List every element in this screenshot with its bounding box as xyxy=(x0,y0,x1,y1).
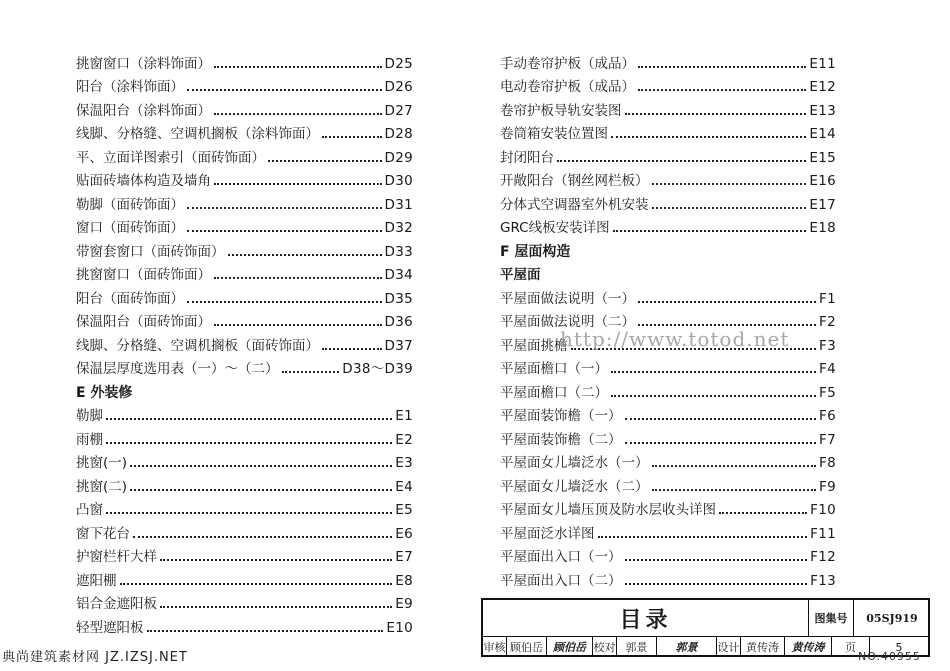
toc-entry xyxy=(76,189,413,213)
dot-leader xyxy=(106,442,392,444)
dot-leader xyxy=(268,160,382,162)
dot-leader xyxy=(613,230,807,232)
toc-entry xyxy=(76,119,413,143)
toc-entry-page: F5 xyxy=(819,384,836,401)
toc-entry-title: 平屋面装饰檐（二） xyxy=(500,431,622,448)
atlas-number: 05SJ919 xyxy=(866,611,918,625)
dot-leader xyxy=(625,583,808,585)
check-label: 校对 xyxy=(593,637,617,657)
toc-entry-page: F10 xyxy=(810,502,836,518)
checker-signature: 郭景 xyxy=(657,637,717,657)
dot-leader xyxy=(214,183,382,185)
toc-entry-page: E9 xyxy=(395,596,413,612)
dot-leader xyxy=(652,465,817,467)
checker-name: 郭景 xyxy=(617,637,657,657)
toc-entry-title: 勒脚（面砖饰面） xyxy=(76,196,184,213)
dot-leader xyxy=(130,489,392,491)
toc-entry xyxy=(500,448,836,472)
toc-entry-title: 遮阳棚 xyxy=(76,572,117,589)
dot-leader xyxy=(625,113,807,115)
toc-entry-title: 雨棚 xyxy=(76,431,103,448)
dot-leader xyxy=(147,630,384,632)
drawing-title: 目录 xyxy=(619,607,672,633)
toc-entry xyxy=(76,354,413,378)
toc-entry-page: E2 xyxy=(395,431,413,448)
toc-entry xyxy=(500,119,836,143)
dot-leader xyxy=(187,89,382,91)
title-block xyxy=(481,598,930,657)
toc-entry-title: F 屋面构造 xyxy=(500,243,571,260)
toc-entry xyxy=(76,612,413,636)
toc-entry-page: F11 xyxy=(810,525,836,542)
toc-entry xyxy=(76,401,413,425)
toc-entry-page: E7 xyxy=(395,549,413,565)
dot-leader xyxy=(638,324,816,326)
toc-entry-title: 铝合金遮阳板 xyxy=(76,596,157,612)
dot-leader xyxy=(282,371,340,373)
section-heading xyxy=(76,377,413,401)
toc-entry-title: 电动卷帘护板（成品） xyxy=(500,79,635,95)
dot-leader xyxy=(652,489,817,491)
toc-entry xyxy=(500,95,836,119)
toc-entry-page: F6 xyxy=(819,408,836,424)
atlas-number-label: 图集号 xyxy=(814,612,848,625)
toc-entry-page: F13 xyxy=(810,572,836,589)
designer-name: 黄传涛 xyxy=(741,637,785,657)
toc-entry-title: 保温阳台（面砖饰面） xyxy=(76,314,211,330)
toc-entry-page: F2 xyxy=(819,314,836,330)
toc-entry xyxy=(76,283,413,307)
toc-entry-page: D38～D39 xyxy=(342,361,413,377)
toc-entry xyxy=(76,565,413,589)
toc-entry xyxy=(500,142,836,166)
toc-entry-title: 平屋面檐口（二） xyxy=(500,384,608,401)
dot-leader xyxy=(625,418,817,420)
toc-entry-title: 凸窗 xyxy=(76,502,103,518)
toc-entry-title: 挑窗(二) xyxy=(76,478,128,495)
toc-entry-page: F7 xyxy=(819,431,836,448)
dot-leader xyxy=(130,465,392,467)
toc-entry-title: 开敞阳台（钢丝网栏板） xyxy=(500,173,649,189)
toc-entry-title: 平屋面出入口（二） xyxy=(500,572,622,589)
dot-leader xyxy=(557,160,806,162)
toc-entry xyxy=(76,471,413,495)
toc-entry xyxy=(76,142,413,166)
dot-leader xyxy=(638,89,806,91)
toc-entry-title: 阳台（涂料饰面） xyxy=(76,79,184,95)
toc-entry-title: 卷帘护板导轨安装图 xyxy=(500,102,622,119)
toc-entry-title: 贴面砖墙体构造及墙角 xyxy=(76,173,211,189)
toc-entry-page: E6 xyxy=(395,525,413,542)
dot-leader xyxy=(611,395,816,397)
toc-entry-page: E15 xyxy=(809,149,836,166)
page-number: 5 xyxy=(895,640,903,654)
dot-leader xyxy=(214,324,382,326)
dot-leader xyxy=(160,606,392,608)
toc-entry-title: 手动卷帘护板（成品） xyxy=(500,55,635,72)
toc-entry-title: 平屋面出入口（一） xyxy=(500,549,622,565)
toc-entry-page: E4 xyxy=(395,478,413,495)
toc-entry xyxy=(76,330,413,354)
toc-entry-page: E5 xyxy=(395,502,413,518)
dot-leader xyxy=(625,559,808,561)
dot-leader xyxy=(652,207,807,209)
dot-leader xyxy=(652,183,807,185)
toc-entry xyxy=(76,95,413,119)
dot-leader xyxy=(106,418,392,420)
dot-leader xyxy=(187,207,382,209)
toc-entry-page: F3 xyxy=(819,337,836,354)
dot-leader xyxy=(214,66,382,68)
toc-entry-title: 保温层厚度选用表（一）～（二） xyxy=(76,361,279,377)
toc-entry-page: D29 xyxy=(384,149,413,166)
toc-entry-page: E11 xyxy=(809,55,836,72)
toc-entry-page: E3 xyxy=(395,455,413,471)
toc-entry-page: D25 xyxy=(384,55,413,72)
toc-entry-title: 窗下花台 xyxy=(76,525,130,542)
toc-entry xyxy=(76,260,413,284)
toc-entry-title: 封闭阳台 xyxy=(500,149,554,166)
toc-entry-page: D37 xyxy=(384,337,413,354)
subsection-heading xyxy=(500,260,836,284)
toc-entry-title: 挑窗窗口（面砖饰面） xyxy=(76,267,211,283)
toc-entry-title: 线脚、分格缝、空调机搁板（涂料饰面） xyxy=(76,126,319,142)
toc-entry xyxy=(500,495,836,519)
toc-entry xyxy=(500,354,836,378)
toc-entry-page: D30 xyxy=(384,173,413,189)
toc-entry-page: D34 xyxy=(384,267,413,283)
toc-entry-title: 轻型遮阳板 xyxy=(76,619,144,636)
footer-serial: NO.40955 xyxy=(858,650,921,663)
toc-entry-title: 平屋面女儿墙泛水（一） xyxy=(500,455,649,471)
toc-entry xyxy=(500,401,836,425)
toc-entry-page: F12 xyxy=(810,549,836,565)
dot-leader xyxy=(214,277,382,279)
toc-entry-title: 挑窗窗口（涂料饰面） xyxy=(76,55,211,72)
dot-leader xyxy=(214,113,382,115)
toc-entry-page: F8 xyxy=(819,455,836,471)
toc-entry-title: 窗口（面砖饰面） xyxy=(76,220,184,236)
toc-left-column xyxy=(76,48,413,636)
toc-right-column xyxy=(500,48,836,589)
dot-leader xyxy=(638,66,806,68)
dot-leader xyxy=(322,136,382,138)
page-label: 页 xyxy=(832,637,870,657)
toc-entry-page: E16 xyxy=(809,173,836,189)
toc-entry xyxy=(500,471,836,495)
toc-entry-page: D36 xyxy=(384,314,413,330)
toc-entry-title: 护窗栏杆大样 xyxy=(76,549,157,565)
toc-entry-title: 分体式空调器室外机安装 xyxy=(500,196,649,213)
toc-entry xyxy=(76,542,413,566)
dot-leader xyxy=(120,583,393,585)
toc-entry-page: D31 xyxy=(384,196,413,213)
toc-entry-page: F9 xyxy=(819,478,836,495)
toc-entry-title: 平、立面详图索引（面砖饰面） xyxy=(76,149,265,166)
toc-entry-title: 挑窗(一) xyxy=(76,455,128,471)
toc-entry-title: GRC线板安装详图 xyxy=(500,220,610,236)
toc-entry xyxy=(76,213,413,237)
toc-entry xyxy=(500,166,836,190)
toc-entry-page: F1 xyxy=(819,290,836,307)
toc-entry-page: D33 xyxy=(384,243,413,260)
toc-entry xyxy=(500,377,836,401)
dot-leader xyxy=(322,348,382,350)
toc-entry xyxy=(500,48,836,72)
toc-entry-title: 线脚、分格缝、空调机搁板（面砖饰面） xyxy=(76,337,319,354)
toc-entry xyxy=(500,518,836,542)
toc-entry-page: D35 xyxy=(384,290,413,307)
toc-entry xyxy=(500,283,836,307)
toc-entry-page: E14 xyxy=(809,126,836,142)
dot-leader xyxy=(187,301,382,303)
footer-site-mark: 典尚建筑素材网 JZ.IZSJ.NET xyxy=(2,650,188,665)
toc-entry xyxy=(76,236,413,260)
design-label: 设计 xyxy=(717,637,741,657)
toc-entry xyxy=(500,213,836,237)
toc-entry xyxy=(76,72,413,96)
watermark: http://www.totod.net xyxy=(560,327,790,351)
toc-entry xyxy=(76,448,413,472)
toc-entry-title: 保温阳台（涂料饰面） xyxy=(76,102,211,119)
toc-entry-title: 平屋面女儿墙泛水（二） xyxy=(500,478,649,495)
dot-leader xyxy=(187,230,382,232)
toc-entry-title: 带窗套窗口（面砖饰面） xyxy=(76,243,225,260)
toc-entry xyxy=(76,307,413,331)
toc-entry xyxy=(500,424,836,448)
toc-entry-title: E 外装修 xyxy=(76,384,133,401)
dot-leader xyxy=(625,442,817,444)
designer-signature: 黄传涛 xyxy=(785,637,832,657)
toc-entry-title: 平屋面做法说明（一） xyxy=(500,290,635,307)
toc-entry xyxy=(500,565,836,589)
toc-entry-page: E13 xyxy=(809,102,836,119)
dot-leader xyxy=(638,301,816,303)
dot-leader xyxy=(106,512,392,514)
toc-entry xyxy=(500,542,836,566)
toc-entry xyxy=(76,518,413,542)
reviewer-signature: 顾伯岳 xyxy=(547,637,593,657)
toc-entry xyxy=(76,48,413,72)
toc-entry-title: 平屋面 xyxy=(500,267,541,283)
toc-entry-page: F4 xyxy=(819,361,836,377)
toc-entry-page: D28 xyxy=(384,126,413,142)
toc-entry xyxy=(76,589,413,613)
dot-leader xyxy=(611,136,806,138)
toc-entry-title: 平屋面泛水详图 xyxy=(500,525,595,542)
toc-entry-title: 平屋面女儿墙压顶及防水层收头详图 xyxy=(500,502,716,518)
toc-entry-page: D27 xyxy=(384,102,413,119)
toc-entry-page: E18 xyxy=(809,220,836,236)
toc-entry xyxy=(76,424,413,448)
toc-entry-title: 勒脚 xyxy=(76,408,103,424)
section-heading xyxy=(500,236,836,260)
toc-entry-page: E10 xyxy=(386,619,413,636)
toc-entry-title: 平屋面装饰檐（一） xyxy=(500,408,622,424)
toc-entry-page: E12 xyxy=(809,79,836,95)
dot-leader xyxy=(228,254,382,256)
dot-leader xyxy=(160,559,392,561)
toc-entry-title: 平屋面挑檐 xyxy=(500,337,568,354)
toc-entry xyxy=(76,495,413,519)
reviewer-name: 顾伯岳 xyxy=(507,637,547,657)
toc-entry-title: 平屋面檐口（一） xyxy=(500,361,608,377)
toc-entry-page: D26 xyxy=(384,79,413,95)
toc-entry-title: 平屋面做法说明（二） xyxy=(500,314,635,330)
toc-entry-title: 卷筒箱安装位置图 xyxy=(500,126,608,142)
dot-leader xyxy=(719,512,807,514)
toc-entry xyxy=(76,166,413,190)
dot-leader xyxy=(598,536,808,538)
dot-leader xyxy=(611,371,816,373)
dot-leader xyxy=(133,536,392,538)
toc-entry-page: E8 xyxy=(395,572,413,589)
toc-entry-title: 阳台（面砖饰面） xyxy=(76,290,184,307)
toc-entry xyxy=(500,189,836,213)
toc-entry-page: E17 xyxy=(809,196,836,213)
toc-entry xyxy=(500,72,836,96)
review-label: 审核 xyxy=(483,637,507,657)
toc-entry-page: E1 xyxy=(395,408,413,424)
toc-entry-page: D32 xyxy=(384,220,413,236)
